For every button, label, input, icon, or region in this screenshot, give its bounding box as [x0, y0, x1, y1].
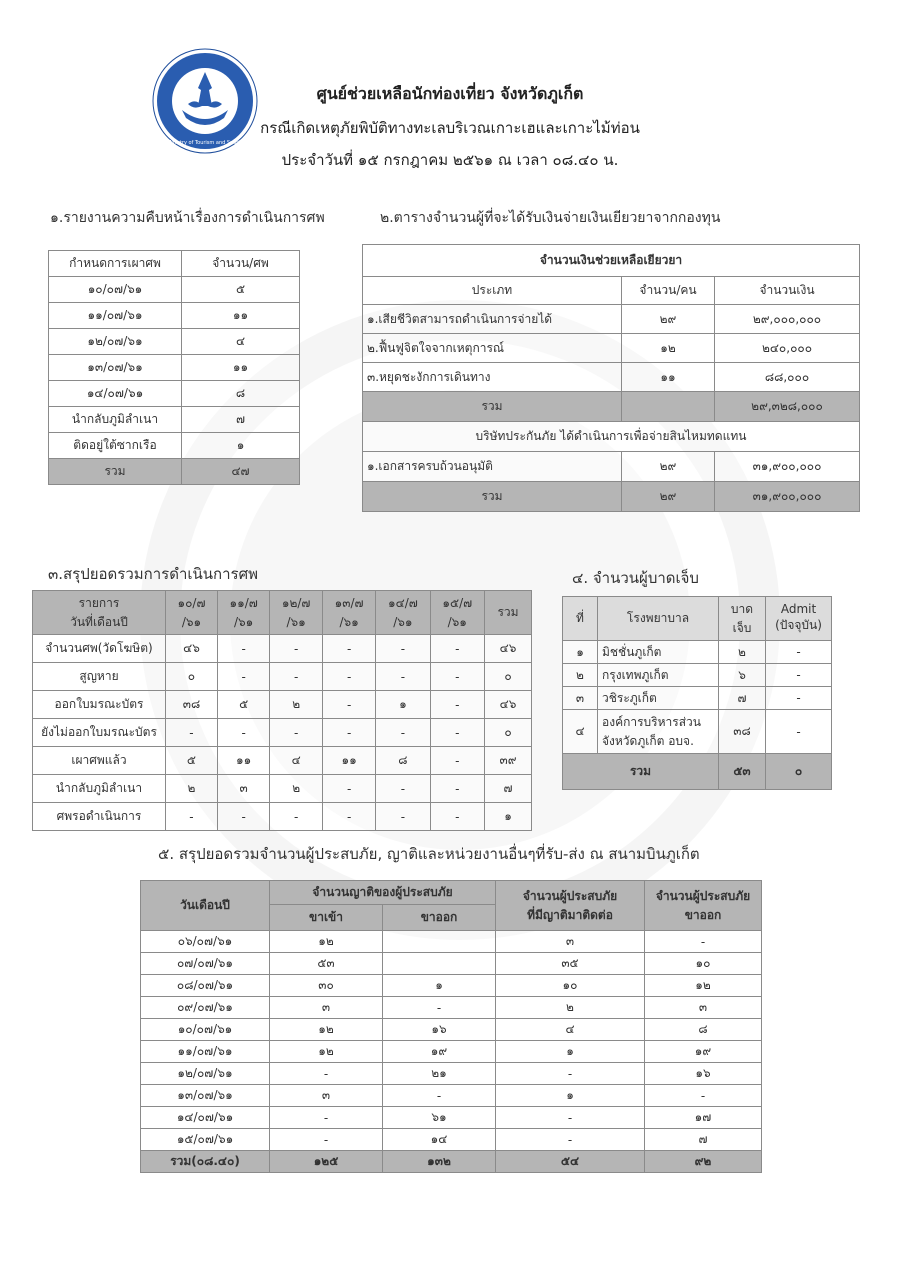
cell: ๑๙ [645, 1041, 762, 1063]
cell: ๑๒ [645, 975, 762, 997]
cell: ๐๘/๐๗/๖๑ [141, 975, 270, 997]
cell: ๑๒ [270, 1041, 383, 1063]
table-row [49, 433, 300, 459]
cell: ๓๐ [270, 975, 383, 997]
cell: ๑๒ [270, 931, 383, 953]
page-title: ศูนย์ช่วยเหลือนักท่องเที่ยว จังหวัดภูเก็ต [316, 84, 584, 103]
cell: ออกใบมรณะบัตร [33, 691, 166, 719]
cell: ๒๙ [622, 452, 715, 482]
cell: ๓ [270, 997, 383, 1019]
cell: - [376, 803, 430, 831]
cell: ๓๕ [496, 953, 645, 975]
cell: ๑๑/๐๗/๖๑ [49, 303, 182, 329]
cell: ๒ [496, 997, 645, 1019]
table-row [141, 953, 762, 975]
cell: ๓ [217, 775, 269, 803]
table-row [33, 691, 532, 719]
table-row [141, 1129, 762, 1151]
cell: - [376, 663, 430, 691]
cell: - [323, 663, 376, 691]
table-row [49, 407, 300, 433]
cell: ติดอยู่ใต้ซากเรือ [49, 433, 182, 459]
cell: ๑ [376, 691, 430, 719]
date-col-header: ๑๔/๗ /๖๑ [376, 591, 430, 635]
col-header: กำหนดการเผาศพ [49, 251, 182, 277]
cell: ๔ [182, 329, 300, 355]
col-header: โรงพยาบาล [598, 597, 719, 641]
cell: ๘ [376, 747, 430, 775]
cell: ๗ [485, 775, 532, 803]
cell: ๗ [645, 1129, 762, 1151]
section3-title: ๓.สรุปยอดรวมการดำเนินการศพ [48, 565, 258, 583]
insurance-note: บริษัทประกันภัย ได้ดำเนินการเพื่อจ่ายสินไหมทดแทน [363, 422, 860, 452]
col-header: จำนวนผู้ประสบภัย ขาออก [645, 881, 762, 931]
table-row [141, 1107, 762, 1129]
cell: ๓ [270, 1085, 383, 1107]
cell: ๑๑/๐๗/๖๑ [141, 1041, 270, 1063]
cell: ๑๕/๐๗/๖๑ [141, 1129, 270, 1151]
cell: ๑๑ [217, 747, 269, 775]
cell: ๑๑ [182, 303, 300, 329]
cell: - [430, 719, 484, 747]
cell: ๑๙ [383, 1041, 496, 1063]
col-header: จำนวนผู้ประสบภัย ที่มีญาติมาติดต่อ [496, 881, 645, 931]
injured-table [562, 596, 832, 790]
table-row [49, 303, 300, 329]
header-line: วันที่เดือนปี [70, 614, 128, 629]
cell: ๑๒ [622, 334, 715, 363]
cell: ๓ [563, 687, 598, 710]
cell: ๗ [719, 687, 766, 710]
funeral-summary-table [32, 590, 532, 831]
cell: - [270, 1129, 383, 1151]
cell: ๓๑,๙๐๐,๐๐๐ [715, 452, 860, 482]
cell: ๑๓/๐๗/๖๑ [141, 1085, 270, 1107]
cell: ๕ [182, 277, 300, 303]
cell: ๒๑ [383, 1063, 496, 1085]
table-row [363, 334, 860, 363]
cell: ๑๗ [645, 1107, 762, 1129]
cell: - [496, 1107, 645, 1129]
cell: ๑๒ [270, 1019, 383, 1041]
cell: - [496, 1063, 645, 1085]
col-header: บาด เจ็บ [719, 597, 766, 641]
cell: ๑๒/๐๗/๖๑ [49, 329, 182, 355]
col-header: ขาออก [383, 905, 496, 931]
cell [383, 953, 496, 975]
cell: ๐๗/๐๗/๖๑ [141, 953, 270, 975]
table-row [563, 664, 832, 687]
table-header-row [49, 251, 300, 277]
date-col-header: ๑๕/๗ /๖๑ [430, 591, 484, 635]
total-row [563, 754, 832, 790]
airport-summary-table [140, 880, 762, 1173]
cell: ๓๘ [719, 710, 766, 754]
cell: ๑๔/๐๗/๖๑ [141, 1107, 270, 1129]
section1-title: ๑.รายงานความคืบหน้าเรื่องการดำเนินการศพ [50, 210, 325, 226]
cell: ๑๒/๐๗/๖๑ [141, 1063, 270, 1085]
total-count [622, 392, 715, 422]
table-row [49, 381, 300, 407]
cell: ๒๙,๐๐๐,๐๐๐ [715, 305, 860, 334]
total-label: รวม [363, 482, 622, 512]
cell: - [270, 663, 323, 691]
cell: ๑ [563, 641, 598, 664]
cell: ๑.เสียชีวิตสามารถดำเนินการจ่ายได้ [363, 305, 622, 334]
cell: ๑ [485, 803, 532, 831]
cell: - [430, 691, 484, 719]
cell: - [376, 719, 430, 747]
table-row [563, 710, 832, 754]
total-value: ๔๗ [182, 459, 300, 485]
cell: - [430, 635, 484, 663]
cell: - [217, 803, 269, 831]
col-header: จำนวนญาติของผู้ประสบภัย [270, 881, 496, 905]
date-col-header: ๑๓/๗ /๖๑ [323, 591, 376, 635]
cell: ๒ [719, 641, 766, 664]
total-amount: ๓๑,๙๐๐,๐๐๐ [715, 482, 860, 512]
cell: ๕ [166, 747, 218, 775]
total-value: ๐ [766, 754, 832, 790]
cell: - [270, 1063, 383, 1085]
col-header: จำนวน/ศพ [182, 251, 300, 277]
cell: - [323, 775, 376, 803]
row-col-header [33, 591, 166, 635]
cell: - [430, 775, 484, 803]
cell: - [766, 710, 832, 754]
total-row [141, 1151, 762, 1173]
table-header-row [141, 881, 762, 905]
cell: - [766, 687, 832, 710]
table-row [33, 719, 532, 747]
cell: - [323, 719, 376, 747]
funeral-progress-table [48, 250, 300, 485]
cell [383, 931, 496, 953]
cell: ๓.หยุดชะงักการเดินทาง [363, 363, 622, 392]
col-header: ที่ [563, 597, 598, 641]
table-title-row [363, 245, 860, 277]
cell: ๔๖ [485, 635, 532, 663]
section5-title: ๕. สรุปยอดรวมจำนวนผู้ประสบภัย, ญาติและหน่วยงานอื่นๆที่รับ-ส่ง ณ สนามบินภูเก็ต [158, 845, 700, 863]
cell: ๓๘ [166, 691, 218, 719]
total-row [363, 392, 860, 422]
cell: - [430, 663, 484, 691]
cell: กรุงเทพภูเก็ต [598, 664, 719, 687]
table-row [563, 641, 832, 664]
table-row [563, 687, 832, 710]
section4-title: ๔. จำนวนผู้บาดเจ็บ [572, 569, 699, 587]
cell: ๑๔/๐๗/๖๑ [49, 381, 182, 407]
cell: มิชชั่นภูเก็ต [598, 641, 719, 664]
total-value: ๕๓ [719, 754, 766, 790]
cell: ๗ [182, 407, 300, 433]
total-count: ๒๙ [622, 482, 715, 512]
cell: ๒๔๐,๐๐๐ [715, 334, 860, 363]
cell: - [166, 719, 218, 747]
total-row [49, 459, 300, 485]
total-value: ๕๔ [496, 1151, 645, 1173]
table-row [33, 747, 532, 775]
table-row [141, 1041, 762, 1063]
table-row [33, 663, 532, 691]
cell: - [766, 664, 832, 687]
cell: ๑ [496, 1041, 645, 1063]
date-col-header: ๑๐/๗ /๖๑ [166, 591, 218, 635]
cell: - [383, 997, 496, 1019]
cell: ๑๖ [383, 1019, 496, 1041]
cell: องค์การบริหารส่วน จังหวัดภูเก็ต อบจ. [598, 710, 719, 754]
total-label: รวม(๐๘.๔๐) [141, 1151, 270, 1173]
cell: ๔ [270, 747, 323, 775]
table-title: จำนวนเงินช่วยเหลือเยียวยา [363, 245, 860, 277]
table-row [363, 305, 860, 334]
cell: - [323, 691, 376, 719]
cell: ๔ [563, 710, 598, 754]
col-header: Admit (ปัจจุบัน) [766, 597, 832, 641]
col-header: ประเภท [363, 277, 622, 305]
cell: - [270, 803, 323, 831]
cell: - [376, 635, 430, 663]
total-label: รวม [49, 459, 182, 485]
insurance-note-row [363, 422, 860, 452]
cell: - [645, 1085, 762, 1107]
cell: - [217, 719, 269, 747]
cell: - [217, 635, 269, 663]
cell: - [430, 803, 484, 831]
cell: สูญหาย [33, 663, 166, 691]
col-header: จำนวน/คน [622, 277, 715, 305]
cell: ๑๐/๐๗/๖๑ [141, 1019, 270, 1041]
total-col-header: รวม [485, 591, 532, 635]
svg-text:Ministry of Tourism and Sports: Ministry of Tourism and Sports [167, 140, 243, 146]
cell: ๑๑ [182, 355, 300, 381]
cell: ๐ [485, 719, 532, 747]
total-label: รวม [563, 754, 719, 790]
table-row [141, 1019, 762, 1041]
cell: - [496, 1129, 645, 1151]
cell: - [766, 641, 832, 664]
cell: - [645, 931, 762, 953]
cell: ๑๐ [496, 975, 645, 997]
cell: ๒ [270, 691, 323, 719]
total-amount: ๒๙,๓๒๘,๐๐๐ [715, 392, 860, 422]
cell: ๒ [270, 775, 323, 803]
cell: - [430, 747, 484, 775]
total-value: ๙๒ [645, 1151, 762, 1173]
table-row [363, 452, 860, 482]
cell: ๓๙ [485, 747, 532, 775]
cell: ๖ [719, 664, 766, 687]
report-date: ประจำวันที่ ๑๕ กรกฎาคม ๒๕๖๑ ณ เวลา ๐๘.๔๐ น. [281, 151, 619, 169]
cell: - [270, 635, 323, 663]
cell: เผาศพแล้ว [33, 747, 166, 775]
cell: ๑๔ [383, 1129, 496, 1151]
cell: ๐ [166, 663, 218, 691]
page-subtitle: กรณีเกิดเหตุภัยพิบัติทางทะเลบริเวณเกาะเฮและเกาะไม้ท่อน [260, 119, 640, 137]
table-row [49, 329, 300, 355]
cell: ๑๓/๐๗/๖๑ [49, 355, 182, 381]
cell: ๑๐/๐๗/๖๑ [49, 277, 182, 303]
cell: ศพรอดำเนินการ [33, 803, 166, 831]
cell: ๑๖ [645, 1063, 762, 1085]
total-value: ๑๒๕ [270, 1151, 383, 1173]
cell: ๑ [182, 433, 300, 459]
table-row [363, 363, 860, 392]
table-row [33, 775, 532, 803]
cell: ๔๖ [485, 691, 532, 719]
compensation-table [362, 244, 860, 512]
cell: - [270, 719, 323, 747]
cell: - [270, 1107, 383, 1129]
cell: ๑๐ [645, 953, 762, 975]
cell: ยังไม่ออกใบมรณะบัตร [33, 719, 166, 747]
cell: ๒ [166, 775, 218, 803]
cell: ๑๑ [622, 363, 715, 392]
cell: วชิระภูเก็ต [598, 687, 719, 710]
col-header: วันเดือนปี [141, 881, 270, 931]
date-col-header: ๑๒/๗ /๖๑ [270, 591, 323, 635]
cell: - [376, 775, 430, 803]
cell: ๒๙ [622, 305, 715, 334]
header-line: รายการ [78, 595, 120, 610]
cell: - [323, 803, 376, 831]
section2-title: ๒.ตารางจำนวนผู้ที่จะได้รับเงินจ่ายเงินเยียวยาจากกองทุน [380, 210, 721, 226]
cell: ๑.เอกสารครบถ้วนอนุมัติ [363, 452, 622, 482]
cell: ๑ [496, 1085, 645, 1107]
cell: ๑ [383, 975, 496, 997]
cell: ๑๑ [323, 747, 376, 775]
cell: ๐๙/๐๗/๖๑ [141, 997, 270, 1019]
table-row [49, 355, 300, 381]
table-row [141, 1063, 762, 1085]
cell: นำกลับภูมิลำเนา [49, 407, 182, 433]
cell: ๐๖/๐๗/๖๑ [141, 931, 270, 953]
cell: ๕ [217, 691, 269, 719]
cell: ๕๓ [270, 953, 383, 975]
cell: - [166, 803, 218, 831]
cell: ๔๖ [166, 635, 218, 663]
cell: ๘ [645, 1019, 762, 1041]
total-value: ๑๓๒ [383, 1151, 496, 1173]
cell: ๓ [645, 997, 762, 1019]
cell: จำนวนศพ(วัดโฆษิต) [33, 635, 166, 663]
cell: ๐ [485, 663, 532, 691]
cell: ๒ [563, 664, 598, 687]
total-row [363, 482, 860, 512]
table-header-row [33, 591, 532, 635]
col-header: จำนวนเงิน [715, 277, 860, 305]
cell: - [217, 663, 269, 691]
table-row [33, 635, 532, 663]
table-header-row [363, 277, 860, 305]
date-col-header: ๑๑/๗ /๖๑ [217, 591, 269, 635]
cell: ๒.ฟื้นฟูจิตใจจากเหตุการณ์ [363, 334, 622, 363]
cell: - [383, 1085, 496, 1107]
cell: ๓ [496, 931, 645, 953]
table-row [141, 975, 762, 997]
table-header-row [563, 597, 832, 641]
table-row [141, 997, 762, 1019]
cell: นำกลับภูมิลำเนา [33, 775, 166, 803]
col-header: ขาเข้า [270, 905, 383, 931]
table-row [33, 803, 532, 831]
cell: ๔ [496, 1019, 645, 1041]
cell: ๘ [182, 381, 300, 407]
table-row [141, 931, 762, 953]
cell: ๖๑ [383, 1107, 496, 1129]
total-label: รวม [363, 392, 622, 422]
cell: ๘๘,๐๐๐ [715, 363, 860, 392]
cell: - [323, 635, 376, 663]
table-row [141, 1085, 762, 1107]
table-row [49, 277, 300, 303]
